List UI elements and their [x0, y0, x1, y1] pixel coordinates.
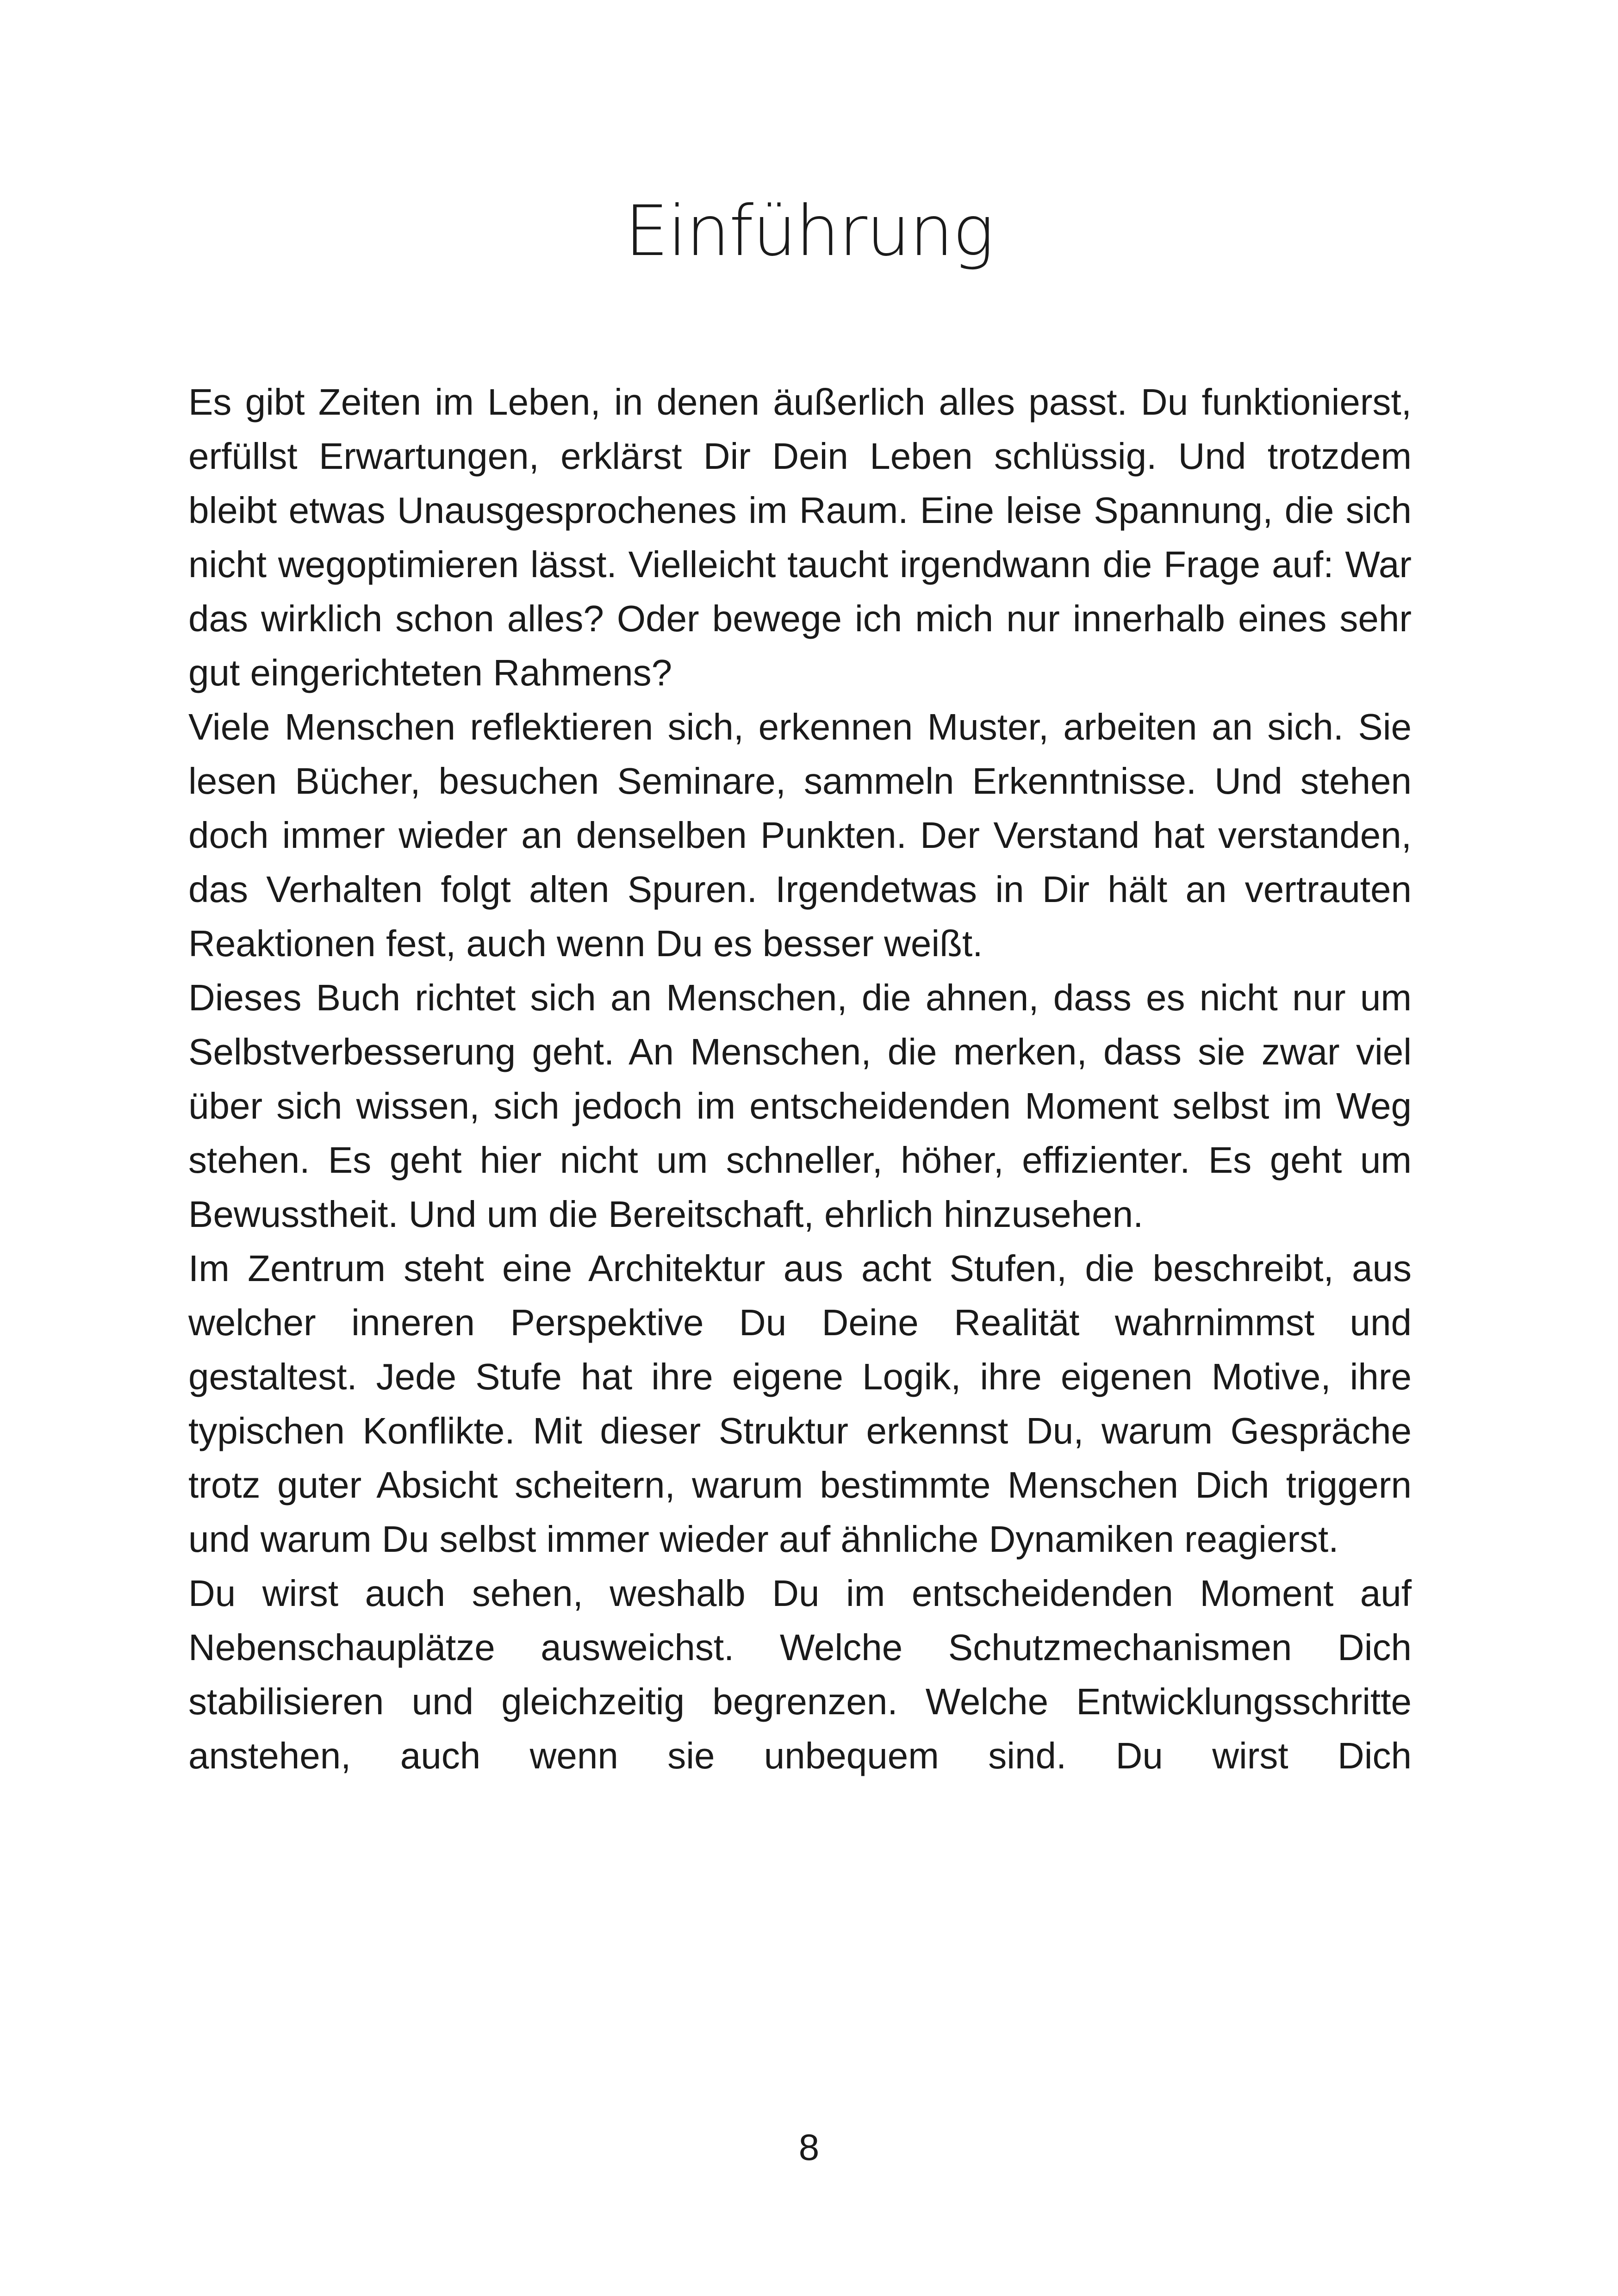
- chapter-title: Einführung: [624, 191, 994, 272]
- paragraph: Du wirst auch sehen, weshalb Du im entscheidenden Moment auf Nebenschauplätze ausweichst. Welche Schutzmechanismen Dich stabilisieren und gleichzeitig begrenzen. Welche Entwicklungsschritte anstehen, auch wenn sie unbequem sind. Du wirst Dich: [188, 1573, 1412, 1776]
- paragraph: Es gibt Zeiten im Leben, in denen äußerlich alles passt. Du funktionierst, erfüllst Erwartungen, erklärst Dir Dein Leben schlüssig. Und trotzdem bleibt etwas Unausgesprochenes im Raum. Eine leise Spannung, die sich nicht wegoptimieren lässt. Vielleicht taucht irgendwann die Frage auf: War das wirklich schon alles? Oder bewege ich mich nur innerhalb eines sehr gut eingerichteten Rahmens?: [188, 381, 1412, 693]
- paragraph: Im Zentrum steht eine Architektur aus acht Stufen, die beschreibt, aus welcher inneren Perspektive Du Deine Realität wahrnimmst und gestaltest. Jede Stufe hat ihre eigene Logik, ihre eigenen Motive, ihre typischen Konflikte. Mit dieser Struktur erkennst Du, warum Gespräche trotz guter Absicht scheitern, warum bestimmte Menschen Dich triggern und warum Du selbst immer wieder auf ähnliche Dynamiken reagierst.: [188, 1248, 1412, 1560]
- paragraph: Viele Menschen reflektieren sich, erkennen Muster, arbeiten an sich. Sie lesen Bücher, besuchen Seminare, sammeln Erkenntnisse. Und stehen doch immer wieder an denselben Punkten. Der Verstand hat verstanden, das Verhalten folgt alten Spuren. Irgendetwas in Dir hält an vertrauten Reaktionen fest, auch wenn Du es besser weißt.: [188, 706, 1412, 964]
- page-number: 8: [798, 2127, 820, 2168]
- paragraph: Dieses Buch richtet sich an Menschen, die ahnen, dass es nicht nur um Selbstverbesserung geht. An Menschen, die merken, dass sie zwar viel über sich wissen, sich jedoch im entscheidenden Moment selbst im Weg stehen. Es geht hier nicht um schneller, höher, effizienter. Es geht um Bewusstheit. Und um die Bereitschaft, ehrlich hinzusehen.: [188, 977, 1412, 1235]
- body-text: [188, 375, 1412, 1783]
